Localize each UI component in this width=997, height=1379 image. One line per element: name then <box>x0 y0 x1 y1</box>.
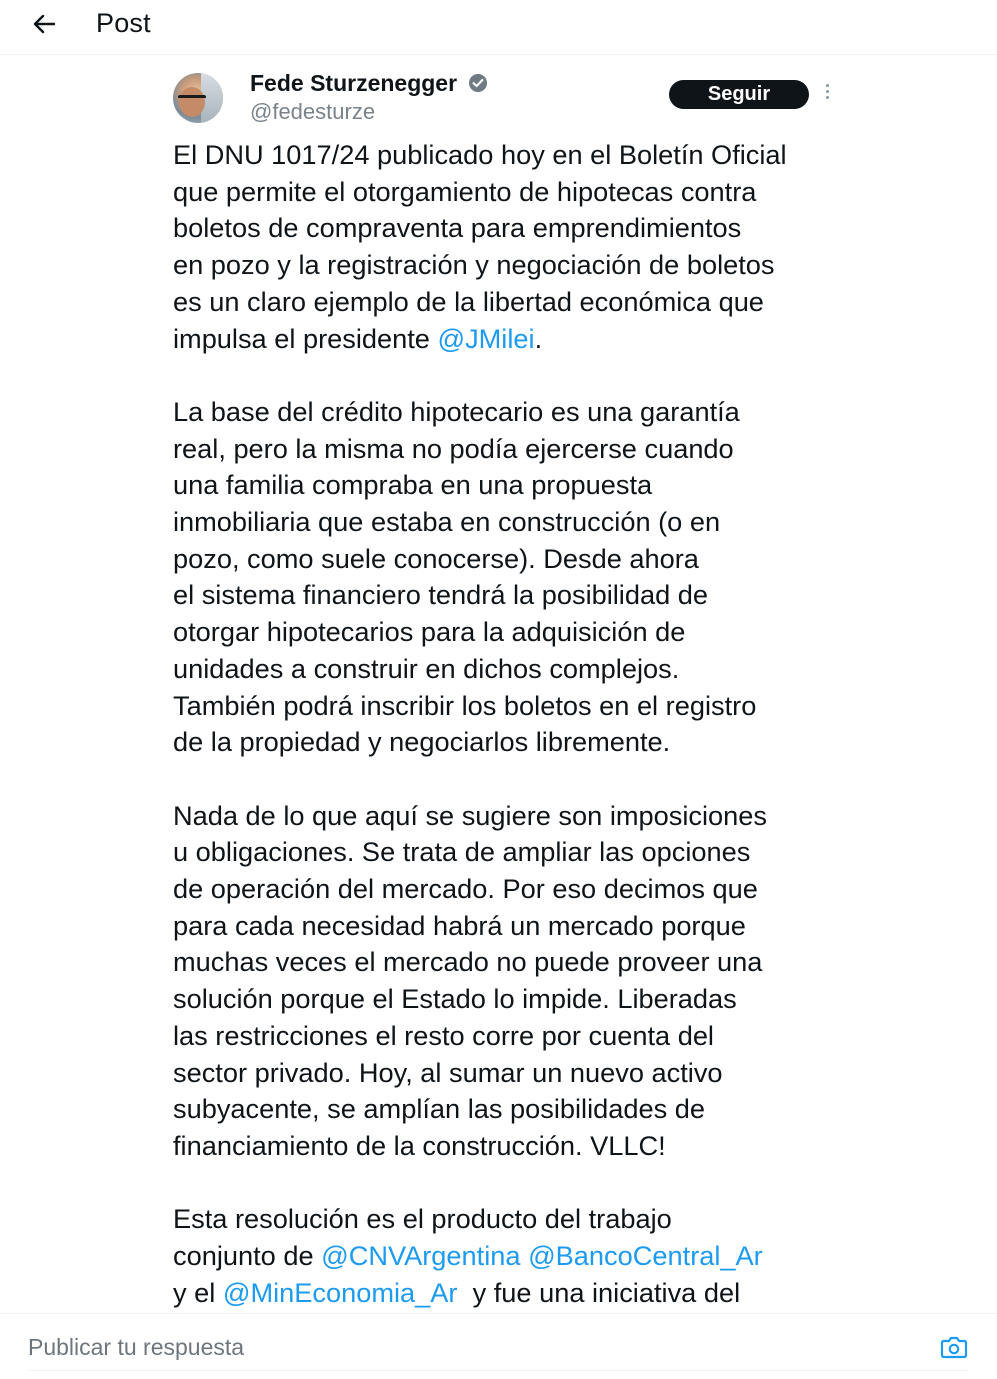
divider <box>28 1370 968 1371</box>
verified-badge-icon <box>468 73 488 93</box>
tweet-text-segment: . <box>534 322 543 354</box>
tweet-line: También podrá inscribir los boletos en el registro <box>173 689 757 721</box>
tweet-paragraph-2 <box>173 394 853 761</box>
tweet-line: el sistema financiero tendrá la posibilidad de <box>173 579 709 611</box>
tweet-text <box>173 137 853 1348</box>
tweet-line: boletos de compraventa para emprendimientos <box>173 212 742 244</box>
tweet-line: inmobiliaria que estaba en construcción (o en <box>173 506 721 538</box>
tweet-text-segment: impulsa el presidente <box>173 322 438 354</box>
tweet-line <box>173 1238 853 1275</box>
tweet-text-segment: conjunto de <box>173 1240 322 1272</box>
tweet-line: las restricciones el resto corre por cuenta del <box>173 1019 714 1051</box>
tweet-text-segment: y fue una iniciativa del <box>457 1276 741 1308</box>
tweet-line: en pozo y la registración y negociación de boletos <box>173 249 775 281</box>
tweet-line: una familia compraba en una propuesta <box>173 469 653 501</box>
tweet-line: sector privado. Hoy, al sumar un nuevo activo <box>173 1056 723 1088</box>
tweet-line: subyacente, se amplían las posibilidades de <box>173 1093 706 1125</box>
tweet-line: real, pero la misma no podía ejercerse cuando <box>173 432 734 464</box>
tweet-line: La base del crédito hipotecario es una garantía <box>173 395 740 427</box>
page-title: Post <box>96 8 151 38</box>
mention-jmilei[interactable]: @JMilei <box>437 322 535 354</box>
tweet-line: El DNU 1017/24 publicado hoy en el Boletín Oficial <box>173 139 787 170</box>
avatar[interactable] <box>173 73 223 123</box>
tweet-line: u obligaciones. Se trata de ampliar las opciones <box>173 836 751 868</box>
tweet-line: Esta resolución es el producto del trabajo <box>173 1203 672 1235</box>
tweet-line: financiamiento de la construcción. VLLC! <box>173 1129 666 1161</box>
mention-mineconomia-ar[interactable]: @MinEconomia_Ar <box>222 1276 458 1308</box>
mention-bancocentral-ar[interactable]: @BancoCentral_Ar <box>528 1240 763 1272</box>
tweet-line <box>173 321 853 358</box>
tweet-line: de operación del mercado. Por eso decimos que <box>173 873 758 905</box>
tweet-paragraph-1 <box>173 137 853 357</box>
tweet-paragraph-4 <box>173 1201 853 1311</box>
arrow-left-icon <box>33 14 55 34</box>
top-bar <box>0 0 997 55</box>
tweet-line: otorgar hipotecarios para la adquisición de <box>173 616 686 648</box>
follow-button[interactable]: Seguir <box>669 80 809 109</box>
tweet-line: es un claro ejemplo de la libertad económica que <box>173 285 764 317</box>
tweet-line <box>173 1275 853 1312</box>
mention-cnvargentina[interactable]: @CNVArgentina <box>321 1240 521 1272</box>
tweet-line: pozo, como suele conocerse). Desde ahora <box>173 542 699 574</box>
tweet-line: solución porque el Estado lo impide. Liberadas <box>173 983 737 1015</box>
author-name[interactable]: Fede Sturzenegger <box>250 70 458 96</box>
author-handle[interactable]: @fedesturze <box>250 99 376 124</box>
tweet-line: de la propiedad y negociarlos libremente. <box>173 726 671 758</box>
tweet-line: muchas veces el mercado no puede proveer una <box>173 946 763 978</box>
tweet-paragraph-3 <box>173 798 853 1165</box>
tweet-line: que permite el otorgamiento de hipotecas contra <box>173 175 757 207</box>
reply-bar <box>0 1313 997 1379</box>
tweet-text-segment: y el <box>173 1276 223 1308</box>
back-button[interactable] <box>24 6 64 42</box>
more-options-icon[interactable] <box>824 84 832 104</box>
tweet-line: para cada necesidad habrá un mercado porque <box>173 909 746 941</box>
camera-icon[interactable] <box>940 1334 968 1360</box>
tweet-line: Nada de lo que aquí se sugiere son imposiciones <box>173 799 767 831</box>
reply-input[interactable]: Publicar tu respuesta <box>28 1334 245 1360</box>
tweet-line: unidades a construir en dichos complejos. <box>173 652 680 684</box>
